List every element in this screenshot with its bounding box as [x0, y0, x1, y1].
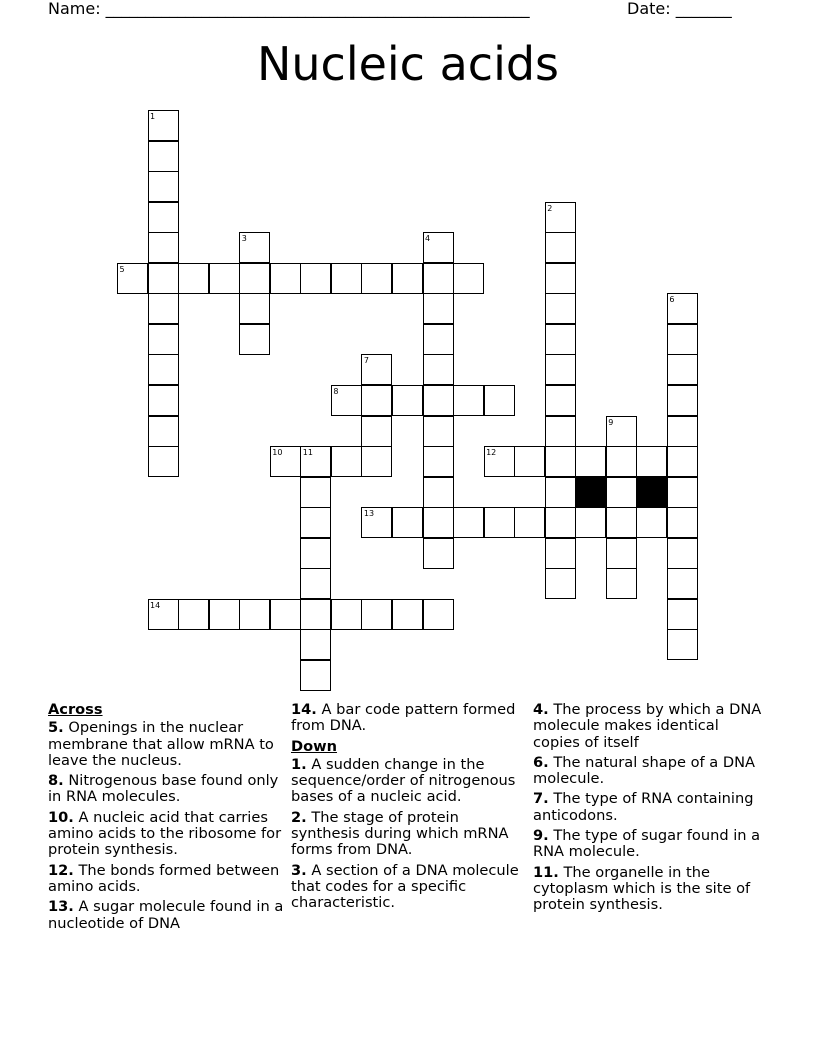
crossword-cell[interactable] — [423, 507, 454, 538]
crossword-cell[interactable] — [545, 446, 576, 477]
crossword-cell[interactable] — [636, 507, 667, 538]
clue-number: 9. — [533, 827, 549, 845]
crossword-cell[interactable] — [239, 293, 270, 324]
crossword-cell[interactable] — [148, 232, 179, 263]
clue-number: 7. — [533, 790, 549, 808]
clue-text: The process by which a DNA molecule makes identical copies of itself — [533, 701, 762, 751]
crossword-cell[interactable] — [545, 416, 576, 447]
clue-number-label: 14 — [150, 600, 161, 610]
down-heading: Down — [291, 737, 338, 755]
crossword-cell[interactable] — [667, 324, 698, 355]
crossword-cell[interactable] — [545, 293, 576, 324]
crossword-cell[interactable] — [606, 477, 637, 508]
crossword-cell[interactable] — [361, 446, 392, 477]
crossword-cell[interactable] — [606, 507, 637, 538]
crossword-cell[interactable] — [392, 507, 423, 538]
crossword-cell[interactable] — [300, 538, 331, 569]
clue-text: A bar code pattern formed from DNA. — [291, 701, 516, 735]
crossword-cell[interactable] — [545, 324, 576, 355]
clue-across-13 — [48, 899, 284, 932]
black-square — [575, 477, 606, 508]
crossword-cell[interactable] — [667, 354, 698, 385]
clue-text: Openings in the nuclear membrane that allow mRNA to leave the nucleus. — [48, 719, 274, 769]
clue-number: 5. — [48, 719, 64, 737]
crossword-cell[interactable] — [392, 263, 423, 294]
clue-number-label: 7 — [363, 356, 369, 366]
clue-number: 13. — [48, 898, 74, 916]
crossword-cell[interactable] — [361, 416, 392, 447]
clue-number-label: 3 — [241, 234, 247, 244]
crossword-cell[interactable] — [148, 171, 179, 202]
crossword-cell[interactable] — [423, 446, 454, 477]
crossword-cell[interactable] — [392, 599, 423, 630]
crossword-cell[interactable] — [178, 263, 209, 294]
clue-number-label: 13 — [363, 509, 375, 519]
crossword-cell[interactable] — [453, 507, 484, 538]
black-square — [636, 477, 667, 508]
crossword-cell[interactable] — [423, 354, 454, 385]
clue-number: 1. — [291, 755, 307, 773]
clue-number-label: 6 — [669, 295, 675, 305]
clue-down-4 — [533, 702, 767, 751]
crossword-cell[interactable] — [514, 507, 545, 538]
crossword-cell[interactable] — [270, 599, 301, 630]
clue-across-8 — [48, 773, 284, 806]
crossword-cell[interactable] — [300, 477, 331, 508]
clue-down-11 — [533, 865, 767, 914]
crossword-cell[interactable] — [148, 354, 179, 385]
crossword-cell[interactable] — [636, 446, 667, 477]
clue-down-3 — [291, 863, 527, 912]
crossword-cell[interactable] — [423, 385, 454, 416]
crossword-cell[interactable] — [239, 324, 270, 355]
clue-text: The stage of protein synthesis during which mRNA forms from DNA. — [291, 808, 509, 859]
clue-number-label: 2 — [547, 203, 553, 213]
clue-number-label: 10 — [272, 448, 283, 458]
crossword-cell[interactable] — [667, 477, 698, 508]
clue-number: 10. — [48, 808, 74, 826]
crossword-cell[interactable] — [575, 446, 606, 477]
crossword-cell[interactable] — [392, 385, 423, 416]
crossword-cell[interactable] — [178, 599, 209, 630]
clue-down-2 — [291, 810, 527, 859]
crossword-cell[interactable] — [667, 599, 698, 630]
page-title: Nucleic acids — [256, 37, 560, 91]
crossword-cell[interactable] — [606, 538, 637, 569]
crossword-cell[interactable] — [300, 568, 331, 599]
crossword-cell[interactable] — [300, 599, 331, 630]
crossword-cell[interactable] — [239, 599, 270, 630]
clue-text: The type of sugar found in a RNA molecule. — [533, 827, 761, 861]
crossword-cell[interactable] — [606, 568, 637, 599]
clue-down-9 — [533, 828, 767, 861]
clue-down-6 — [533, 755, 767, 788]
crossword-cell[interactable] — [239, 263, 270, 294]
crossword-cell[interactable] — [545, 507, 576, 538]
clue-number-label: 9 — [608, 417, 614, 427]
crossword-cell[interactable] — [423, 416, 454, 447]
clue-down-7 — [533, 791, 767, 824]
clue-text: Nitrogenous base found only in RNA molecules. — [48, 772, 279, 806]
clues-column-3 — [533, 702, 767, 918]
crossword-cell[interactable] — [545, 477, 576, 508]
crossword-cell[interactable] — [331, 446, 362, 477]
crossword-cell[interactable] — [545, 538, 576, 569]
crossword-cell[interactable] — [606, 446, 637, 477]
crossword-cell[interactable] — [423, 263, 454, 294]
clue-number-label: 12 — [486, 448, 497, 458]
date-field-label: Date: _______ — [627, 0, 732, 18]
crossword-cell[interactable] — [484, 385, 515, 416]
clue-number: 14. — [291, 701, 317, 718]
clue-number-label: 1 — [150, 112, 156, 121]
crossword-cell[interactable] — [300, 507, 331, 538]
crossword-cell[interactable] — [361, 599, 392, 630]
crossword-cell[interactable] — [453, 263, 484, 294]
crossword-cell[interactable] — [667, 416, 698, 447]
crossword-cell[interactable] — [667, 629, 698, 660]
crossword-cell[interactable] — [300, 263, 331, 294]
clue-number: 11. — [533, 863, 559, 881]
crossword-cell[interactable] — [453, 385, 484, 416]
crossword-cell[interactable] — [331, 263, 362, 294]
crossword-cell[interactable] — [423, 538, 454, 569]
crossword-cell[interactable] — [545, 385, 576, 416]
clue-text: The organelle in the cytoplasm which is the site of protein synthesis. — [533, 863, 751, 914]
clue-number: 6. — [533, 753, 549, 771]
clues-column-2 — [291, 702, 527, 916]
crossword-cell[interactable] — [148, 141, 179, 172]
clue-across-12 — [48, 863, 284, 896]
clue-text: The type of RNA containing anticodons. — [533, 790, 754, 824]
crossword-cell[interactable] — [545, 354, 576, 385]
crossword-cell[interactable] — [667, 446, 698, 477]
crossword-cell[interactable] — [514, 446, 545, 477]
crossword-cell[interactable] — [209, 263, 240, 294]
clue-text: A sudden change in the sequence/order of nitrogenous bases of a nucleic acid. — [291, 755, 516, 806]
clue-text: A sugar molecule found in a nucleotide of DNA — [48, 898, 284, 932]
clue-number: 2. — [291, 808, 307, 826]
crossword-cell[interactable] — [361, 263, 392, 294]
clue-number: 12. — [48, 861, 74, 879]
crossword-cell[interactable] — [148, 446, 179, 477]
crossword-cell[interactable] — [148, 324, 179, 355]
clue-across-10 — [48, 810, 284, 859]
crossword-cell[interactable] — [484, 507, 515, 538]
crossword-cell[interactable] — [667, 507, 698, 538]
crossword-cell[interactable] — [667, 538, 698, 569]
across-heading: Across — [48, 701, 103, 718]
crossword-cell[interactable] — [423, 293, 454, 324]
clue-number: 8. — [48, 772, 64, 790]
crossword-cell[interactable] — [148, 385, 179, 416]
clue-down-1 — [291, 757, 527, 806]
clue-number: 3. — [291, 861, 307, 879]
crossword-cell[interactable] — [545, 232, 576, 263]
crossword-cell[interactable] — [667, 385, 698, 416]
name-field-label: Name: _____________________________________________________ — [48, 0, 530, 18]
crossword-cell[interactable] — [575, 507, 606, 538]
clue-text: A section of a DNA molecule that codes for a specific characteristic. — [291, 861, 519, 912]
crossword-cell[interactable] — [545, 263, 576, 294]
clue-number-label: 11 — [302, 448, 313, 458]
crossword-cell[interactable] — [423, 324, 454, 355]
crossword-cell[interactable] — [331, 599, 362, 630]
clue-text: A nucleic acid that carries amino acids to the ribosome for protein synthesis. — [48, 808, 282, 859]
clue-number-label: 8 — [333, 386, 339, 396]
clue-number-label: 4 — [425, 234, 431, 244]
crossword-cell[interactable] — [148, 416, 179, 447]
crossword-cell[interactable] — [300, 660, 331, 691]
crossword-cell[interactable] — [423, 599, 454, 630]
clue-number: 4. — [533, 701, 549, 718]
crossword-cell[interactable] — [148, 263, 179, 294]
clue-across-5 — [48, 720, 284, 769]
crossword-cell[interactable] — [667, 568, 698, 599]
crossword-cell[interactable] — [148, 202, 179, 233]
crossword-cell[interactable] — [148, 293, 179, 324]
crossword-cell[interactable] — [270, 263, 301, 294]
clue-number-label: 5 — [119, 264, 125, 274]
crossword-cell[interactable] — [300, 629, 331, 660]
clue-text: The natural shape of a DNA molecule. — [533, 753, 756, 788]
clue-text: The bonds formed between amino acids. — [48, 861, 280, 895]
clues-column-1 — [48, 702, 284, 936]
crossword-cell[interactable] — [361, 385, 392, 416]
crossword-cell[interactable] — [545, 568, 576, 599]
crossword-cell[interactable] — [209, 599, 240, 630]
clue-across-14 — [291, 702, 527, 735]
crossword-cell[interactable] — [423, 477, 454, 508]
